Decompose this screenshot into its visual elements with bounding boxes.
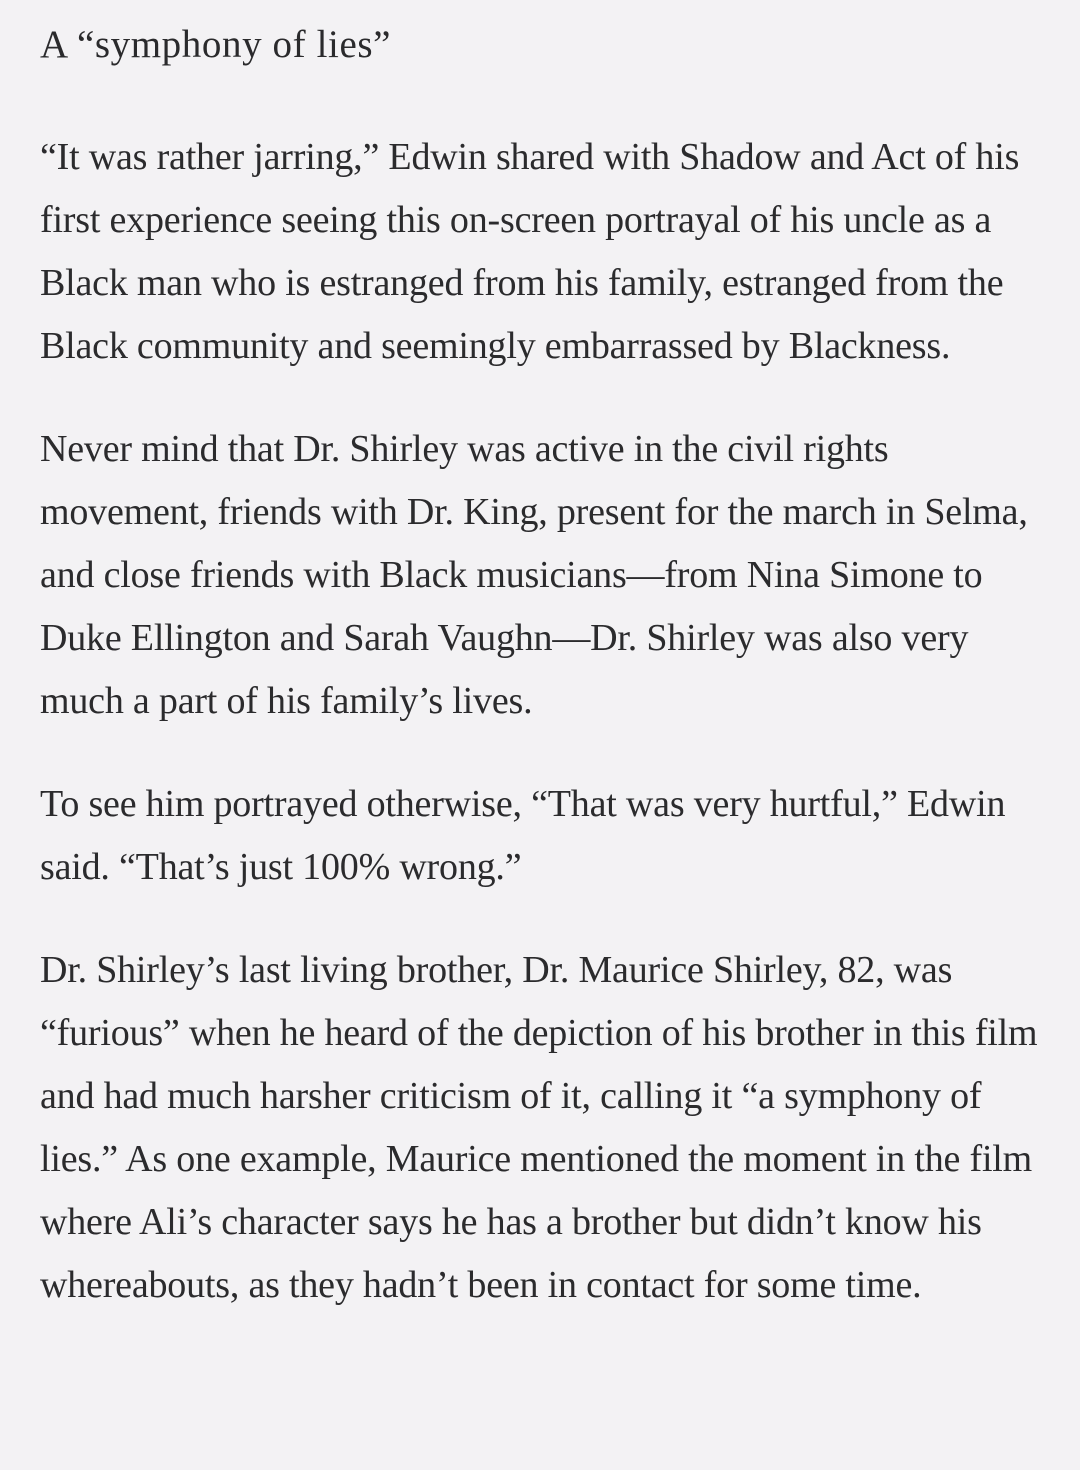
section-heading: A “symphony of lies” [40,23,392,66]
paragraph-hurtful-quote: To see him portrayed otherwise, “That was very hurtful,” Edwin said. “That’s just 100% wrong.” [40,783,1006,888]
paragraph-civil-rights: Never mind that Dr. Shirley was active in the civil rights movement, friends with Dr. King, present for the march in Selma, and close friends with Black musicians—from Nina Simone to Duke Ellington and Sarah Vaughn—Dr. Shirley was also very much a part of his family’s lives. [40,428,1028,722]
paragraph-maurice-shirley: Dr. Shirley’s last living brother, Dr. Maurice Shirley, 82, was “furious” when he heard of the depiction of his brother in this film and had much harsher criticism of it, calling it “a symphony of lies.” As one example, Maurice mentioned the moment in the film where Ali’s character says he has a brother but didn’t know his whereabouts, as they hadn’t been in contact for some time. [40,949,1038,1306]
paragraph-edwin-quote: “It was rather jarring,” Edwin shared with Shadow and Act of his first experience seeing this on-screen portrayal of his uncle as a Black man who is estranged from his family, estranged from the Black community and seemingly embarrassed by Blackness. [40,136,1020,367]
